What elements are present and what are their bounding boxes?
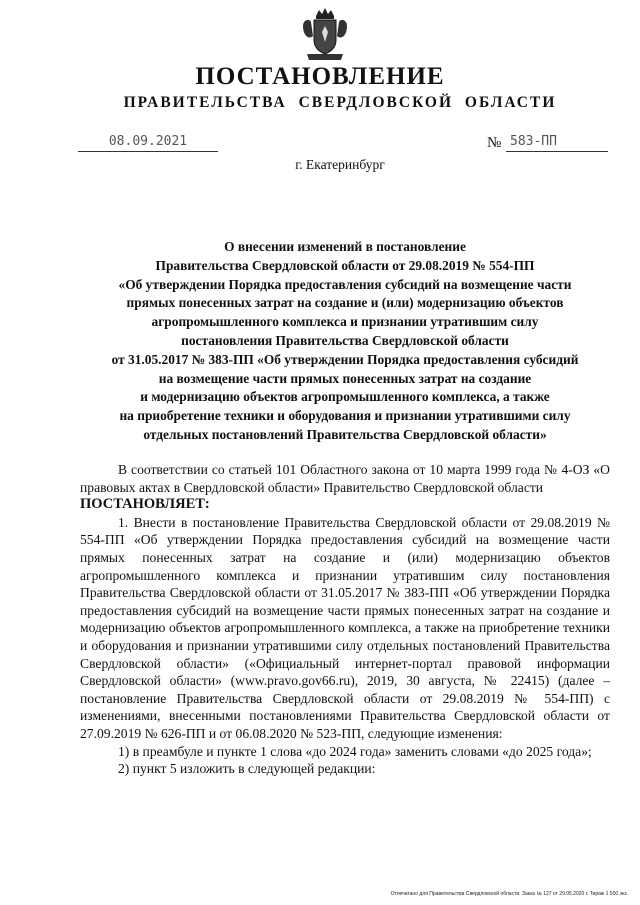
issuing-authority: ПРАВИТЕЛЬСТВА СВЕРДЛОВСКОЙ ОБЛАСТИ <box>123 94 557 111</box>
title-line: на приобретение техники и оборудования и признании утратившими силу <box>119 408 571 424</box>
preamble: В соответствии со статьей 101 Областного закона от 10 марта 1999 года № 4-ОЗ «О правовых актах в Свердловской области» Правительство Свердловской области <box>80 462 610 495</box>
document-type: ПОСТАНОВЛЕНИЕ <box>195 63 445 90</box>
title-line: от 31.05.2017 № 383-ПП «Об утверждении Порядка предоставления субсидий <box>111 351 579 367</box>
title-line: О внесении изменений в постановление <box>224 239 466 254</box>
title-line: и модернизацию объектов агропромышленного комплекса, а также <box>140 389 550 405</box>
document-date: 08.09.2021 <box>78 133 218 152</box>
document-body <box>80 461 610 778</box>
title-line: «Об утверждении Порядка предоставления субсидий на возмещение части <box>118 276 572 292</box>
sub-item-1: 1) в преамбуле и пункте 1 слова «до 2024 года» заменить словами «до 2025 года»; <box>118 743 592 759</box>
title-line: отдельных постановлений Правительства Свердловской области» <box>143 426 547 442</box>
decree-word: ПОСТАНОВЛЯЕТ: <box>80 496 210 513</box>
title-line: Правительства Свердловской области от 29.08.2019 № 554-ПП <box>155 257 535 273</box>
print-footer: Отпечатано для Правительства Свердловской области. Заказ № 127 от 29.05.2020 г. Тираж 1 500 экз. <box>390 891 628 897</box>
item-1: 1. Внести в постановление Правительства Свердловской области от 29.08.2019 № 554-ПП «Об утверждении Порядка предоставления субсидий на возмещение части прямых понесенных затрат на создание и (или) модернизацию объектов агропромышленного комплекса и признании утратившим силу постановления Правительства Свердловской области от 31.05.2017 № 383-ПП «Об утверждении Порядка предоставления субсидий на возмещение части прямых понесенных затрат на создание и модернизацию объектов агропромышленного комплекса, а также на приобретение техники и оборудования и признании утратившими силу отдельных постановлений Правительства Свердловской области» («Официальный интернет-портал правовой информации Свердловской области» (www.pravo.gov66.ru), 2019, 30 августа, № 22415) (далее – постановление Правительства Свердловской области от 29.08.2019 № 554-ПП) с изменениями, внесенными постановлениями Правительства Свердловской области от 27.09.2019 № 626-ПП и от 06.08.2020 № 523-ПП, следующие изменения: <box>80 514 610 741</box>
date-number-row <box>0 133 640 153</box>
number-sign: № <box>487 135 502 151</box>
title-line: агропромышленного комплекса и признании утратившим силу <box>151 314 539 330</box>
document-title <box>80 238 610 445</box>
issue-city: г. Екатеринбург <box>295 157 385 172</box>
title-line: прямых понесенных затрат на создание и (или) модернизацию объектов <box>126 295 564 311</box>
document-number: 583-ПП <box>506 133 608 152</box>
coat-of-arms-icon <box>297 6 353 62</box>
sub-item-2: 2) пункт 5 изложить в следующей редакции: <box>118 761 376 777</box>
title-line: постановления Правительства Свердловской области <box>181 332 509 348</box>
title-line: на возмещение части прямых понесенных затрат на создание <box>158 370 532 386</box>
